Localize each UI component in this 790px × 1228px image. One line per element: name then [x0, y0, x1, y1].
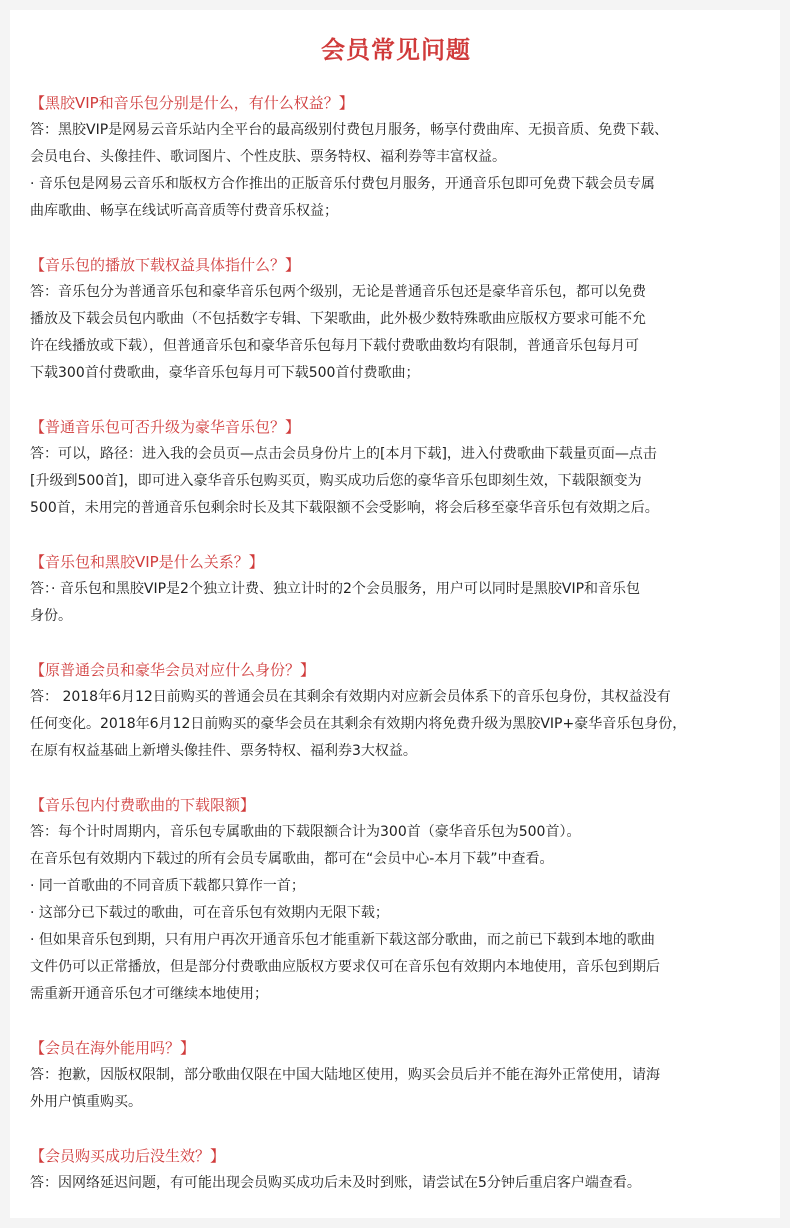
faq-question: 【音乐包内付费歌曲的下载限额】	[30, 796, 256, 814]
faq-answer: 答：· 音乐包和黑胶VIP是2个独立计费、独立计时的2个会员服务，用户可以同时是黑胶VIP和音乐包 身份。	[30, 581, 641, 624]
faq-item	[30, 1035, 762, 1116]
faq-answer: 答： 2018年6月12日前购买的普通会员在其剩余有效期内对应新会员体系下的音乐包身份，其权益没有 任何变化。2018年6月12日前购买的豪华会员在其剩余有效期内将免费升级为黑胶VIP+豪华音乐包身份， 在原有权益基础上新增头像挂件、票务特权、福利券3大权益。	[30, 689, 687, 759]
faq-answer: 答：因网络延迟问题，有可能出现会员购买成功后未及时到账，请尝试在5分钟后重启客户端查看。	[30, 1175, 641, 1191]
faq-answer: 答：可以，路径：进入我的会员页—点击会员身份片上的[本月下载]，进入付费歌曲下载量页面—点击 [升级到500首]，即可进入豪华音乐包购买页，购买成功后您的豪华音乐包即刻生效，下载限额变为 500首，未用完的普通音乐包剩余时长及其下载限额不会受影响，将会后移至豪华音乐包有效期之后。	[30, 446, 659, 516]
faq-question: 【音乐包和黑胶VIP是什么关系？】	[30, 553, 264, 571]
faq-item	[30, 252, 762, 387]
faq-answer: 答：音乐包分为普通音乐包和豪华音乐包两个级别，无论是普通音乐包还是豪华音乐包，都可以免费 播放及下载会员包内歌曲（不包括数字专辑、下架歌曲，此外极少数特殊歌曲应版权方要求可能不允 许在线播放或下载），但普通音乐包和豪华音乐包每月下载付费歌曲数均有限制，普通音乐包每月可 下载300首付费歌曲，豪华音乐包每月可下载500首付费歌曲；	[30, 284, 646, 381]
faq-question: 【会员购买成功后没生效？】	[30, 1147, 226, 1165]
faq-item	[30, 657, 762, 765]
faq-question: 【普通音乐包可否升级为豪华音乐包？】	[30, 418, 301, 436]
faq-answer: 答：黑胶VIP是网易云音乐站内全平台的最高级别付费包月服务，畅享付费曲库、无损音质、免费下载、 会员电台、头像挂件、歌词图片、个性皮肤、票务特权、福利券等丰富权益。 · 音乐包是网易云音乐和版权方合作推出的正版音乐付费包月服务，开通音乐包即可免费下载会员专属 曲库歌曲、畅享在线试听高音质等付费音乐权益；	[30, 122, 669, 219]
page-title: 会员常见问题	[321, 36, 471, 64]
faq-answer: 答：抱歉，因版权限制，部分歌曲仅限在中国大陆地区使用，购买会员后并不能在海外正常使用，请海 外用户慎重购买。	[30, 1067, 660, 1110]
faq-item	[30, 549, 762, 630]
faq-item	[30, 414, 762, 522]
faq-question: 【黑胶VIP和音乐包分别是什么，有什么权益？】	[30, 94, 354, 112]
faq-question: 【会员在海外能用吗？】	[30, 1039, 196, 1057]
faq-question: 【音乐包的播放下载权益具体指什么？】	[30, 256, 301, 274]
faq-item	[30, 1143, 762, 1197]
faq-panel	[10, 10, 780, 1218]
faq-question: 【原普通会员和豪华会员对应什么身份？】	[30, 661, 316, 679]
faq-item	[30, 90, 762, 225]
faq-item	[30, 792, 762, 1008]
faq-answer: 答：每个计时周期内，音乐包专属歌曲的下载限额合计为300首（豪华音乐包为500首）。 在音乐包有效期内下载过的所有会员专属歌曲，都可在“会员中心-本月下载”中查看。 · 同一首歌曲的不同音质下载都只算作一首； · 这部分已下载过的歌曲，可在音乐包有效期内无限下载； · 但如果音乐包到期，只有用户再次开通音乐包才能重新下载这部分歌曲，而之前已下载到本地的歌曲 文件仍可以正常播放，但是部分付费歌曲应版权方要求仅可在音乐包有效期内本地使用，音乐包到期后 需重新开通音乐包才可继续本地使用；	[30, 824, 660, 1002]
